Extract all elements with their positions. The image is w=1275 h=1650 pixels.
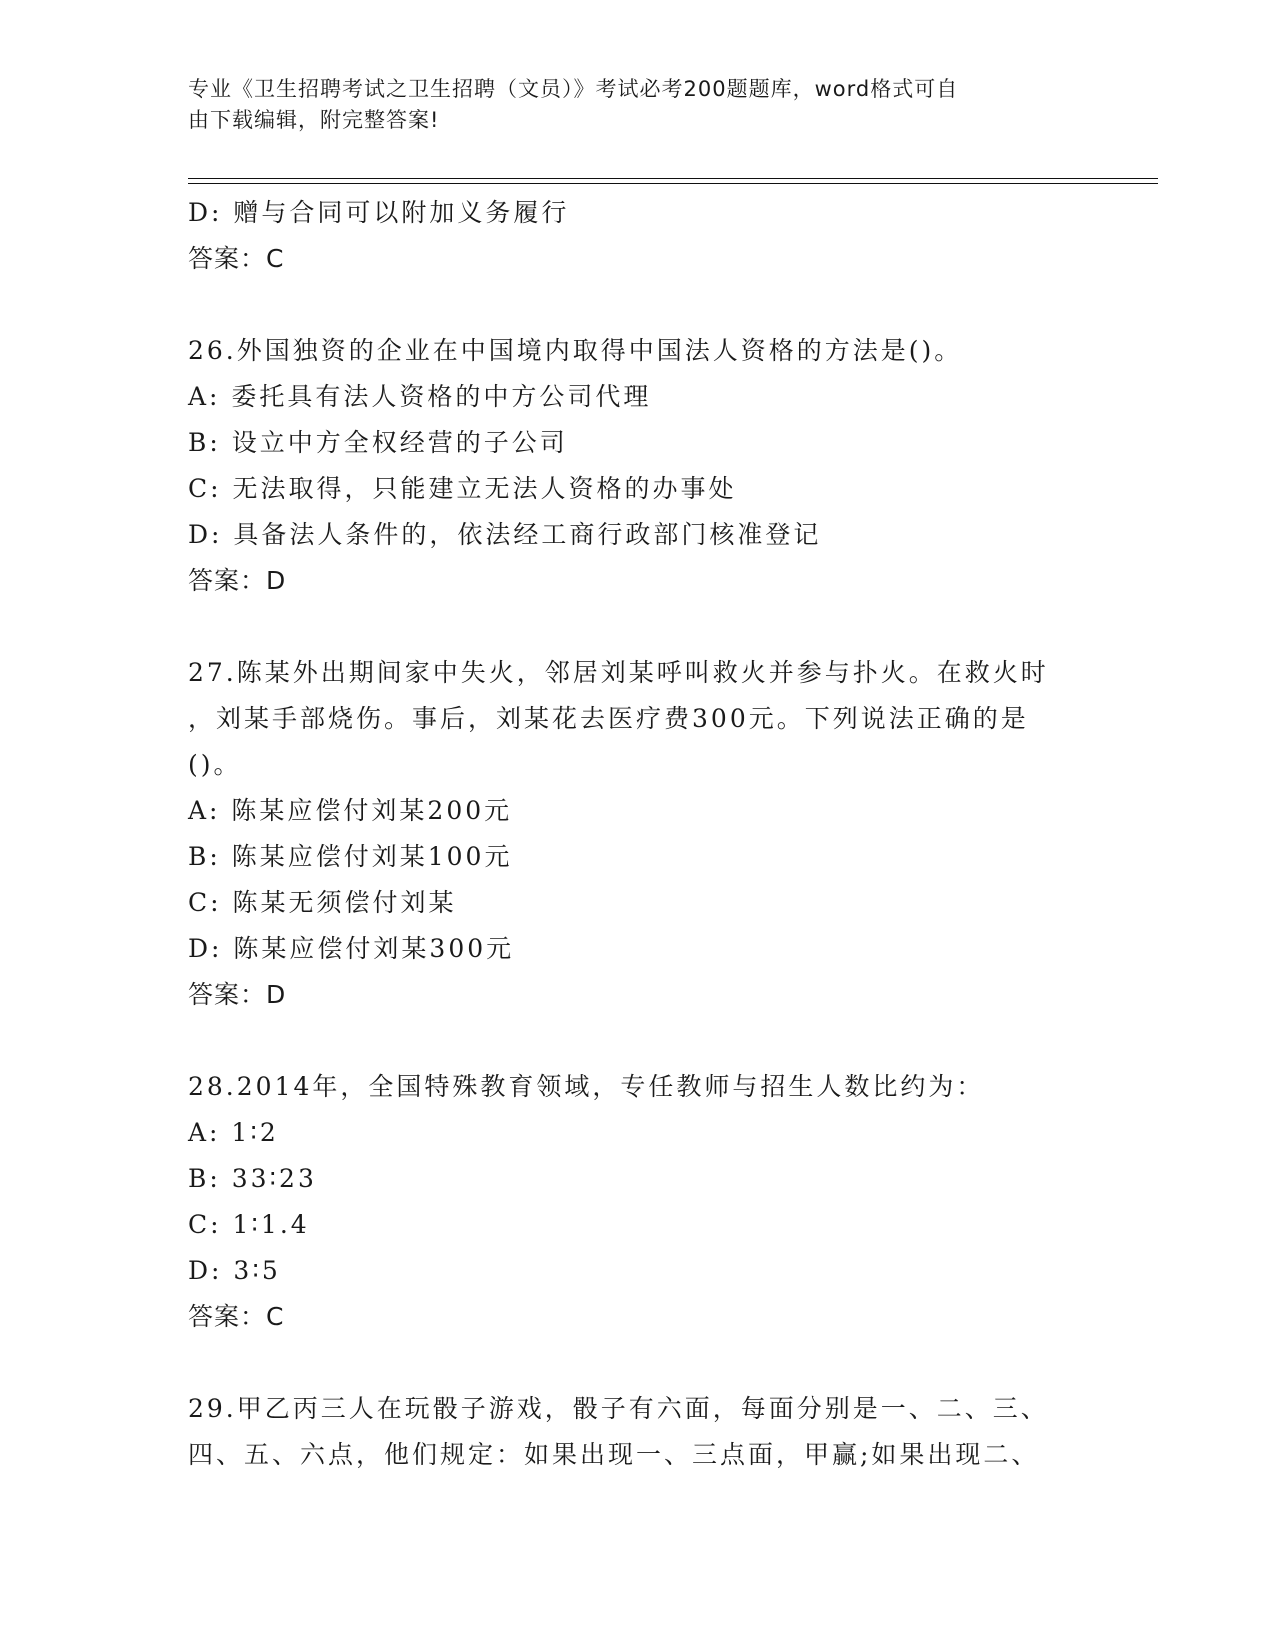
document-header — [188, 74, 1088, 136]
question-stem-line-1: 27.陈某外出期间家中失火，邻居刘某呼叫救火并参与扑火。在救火时 — [188, 658, 1049, 687]
option-b: B: 33∶23 — [188, 1164, 317, 1193]
answer-line: 答案：D — [188, 566, 287, 595]
question-block-28 — [188, 1064, 1108, 1340]
question-block-26 — [188, 328, 1108, 604]
option-c: C: 陈某无须偿付刘某 — [188, 888, 457, 917]
question-block-25 — [188, 190, 1108, 282]
option-a: A: 1∶2 — [188, 1118, 279, 1147]
question-block-29 — [188, 1386, 1108, 1478]
question-stem: 26.外国独资的企业在中国境内取得中国法人资格的方法是()。 — [188, 336, 963, 365]
spacer — [188, 1018, 1108, 1064]
spacer — [188, 282, 1108, 328]
answer-line: 答案：C — [188, 1302, 285, 1331]
option-a: A: 委托具有法人资格的中方公司代理 — [188, 382, 652, 411]
answer-line: 答案：D — [188, 980, 287, 1009]
option-b: B: 陈某应偿付刘某100元 — [188, 842, 513, 871]
question-stem: 28.2014年，全国特殊教育领域，专任教师与招生人数比约为： — [188, 1072, 985, 1101]
option-d: D: 赠与合同可以附加义务履行 — [188, 198, 570, 227]
header-line-1: 专业《卫生招聘考试之卫生招聘（文员）》考试必考200题题库，word格式可自 — [188, 77, 959, 101]
option-d: D: 具备法人条件的，依法经工商行政部门核准登记 — [188, 520, 822, 549]
question-content — [188, 190, 1108, 1478]
option-b: B: 设立中方全权经营的子公司 — [188, 428, 568, 457]
spacer — [188, 1340, 1108, 1386]
option-d: D: 3∶5 — [188, 1256, 281, 1285]
header-line-2: 由下载编辑，附完整答案! — [188, 108, 440, 132]
header-divider-top — [188, 178, 1158, 179]
question-stem-line-1: 29.甲乙丙三人在玩骰子游戏，骰子有六面，每面分别是一、二、三、 — [188, 1394, 1049, 1423]
question-stem-line-2: 四、五、六点，他们规定：如果出现一、三点面，甲赢;如果出现二、 — [188, 1440, 1040, 1469]
answer-line: 答案：C — [188, 244, 285, 273]
header-divider-bottom — [188, 183, 1158, 184]
question-stem-line-3: ()。 — [188, 750, 242, 779]
option-c: C: 无法取得，只能建立无法人资格的办事处 — [188, 474, 737, 503]
option-d: D: 陈某应偿付刘某300元 — [188, 934, 515, 963]
option-c: C: 1∶1.4 — [188, 1210, 310, 1239]
question-stem-line-2: ，刘某手部烧伤。事后，刘某花去医疗费300元。下列说法正确的是 — [188, 704, 1029, 733]
option-a: A: 陈某应偿付刘某200元 — [188, 796, 513, 825]
question-block-27 — [188, 650, 1108, 1018]
spacer — [188, 604, 1108, 650]
